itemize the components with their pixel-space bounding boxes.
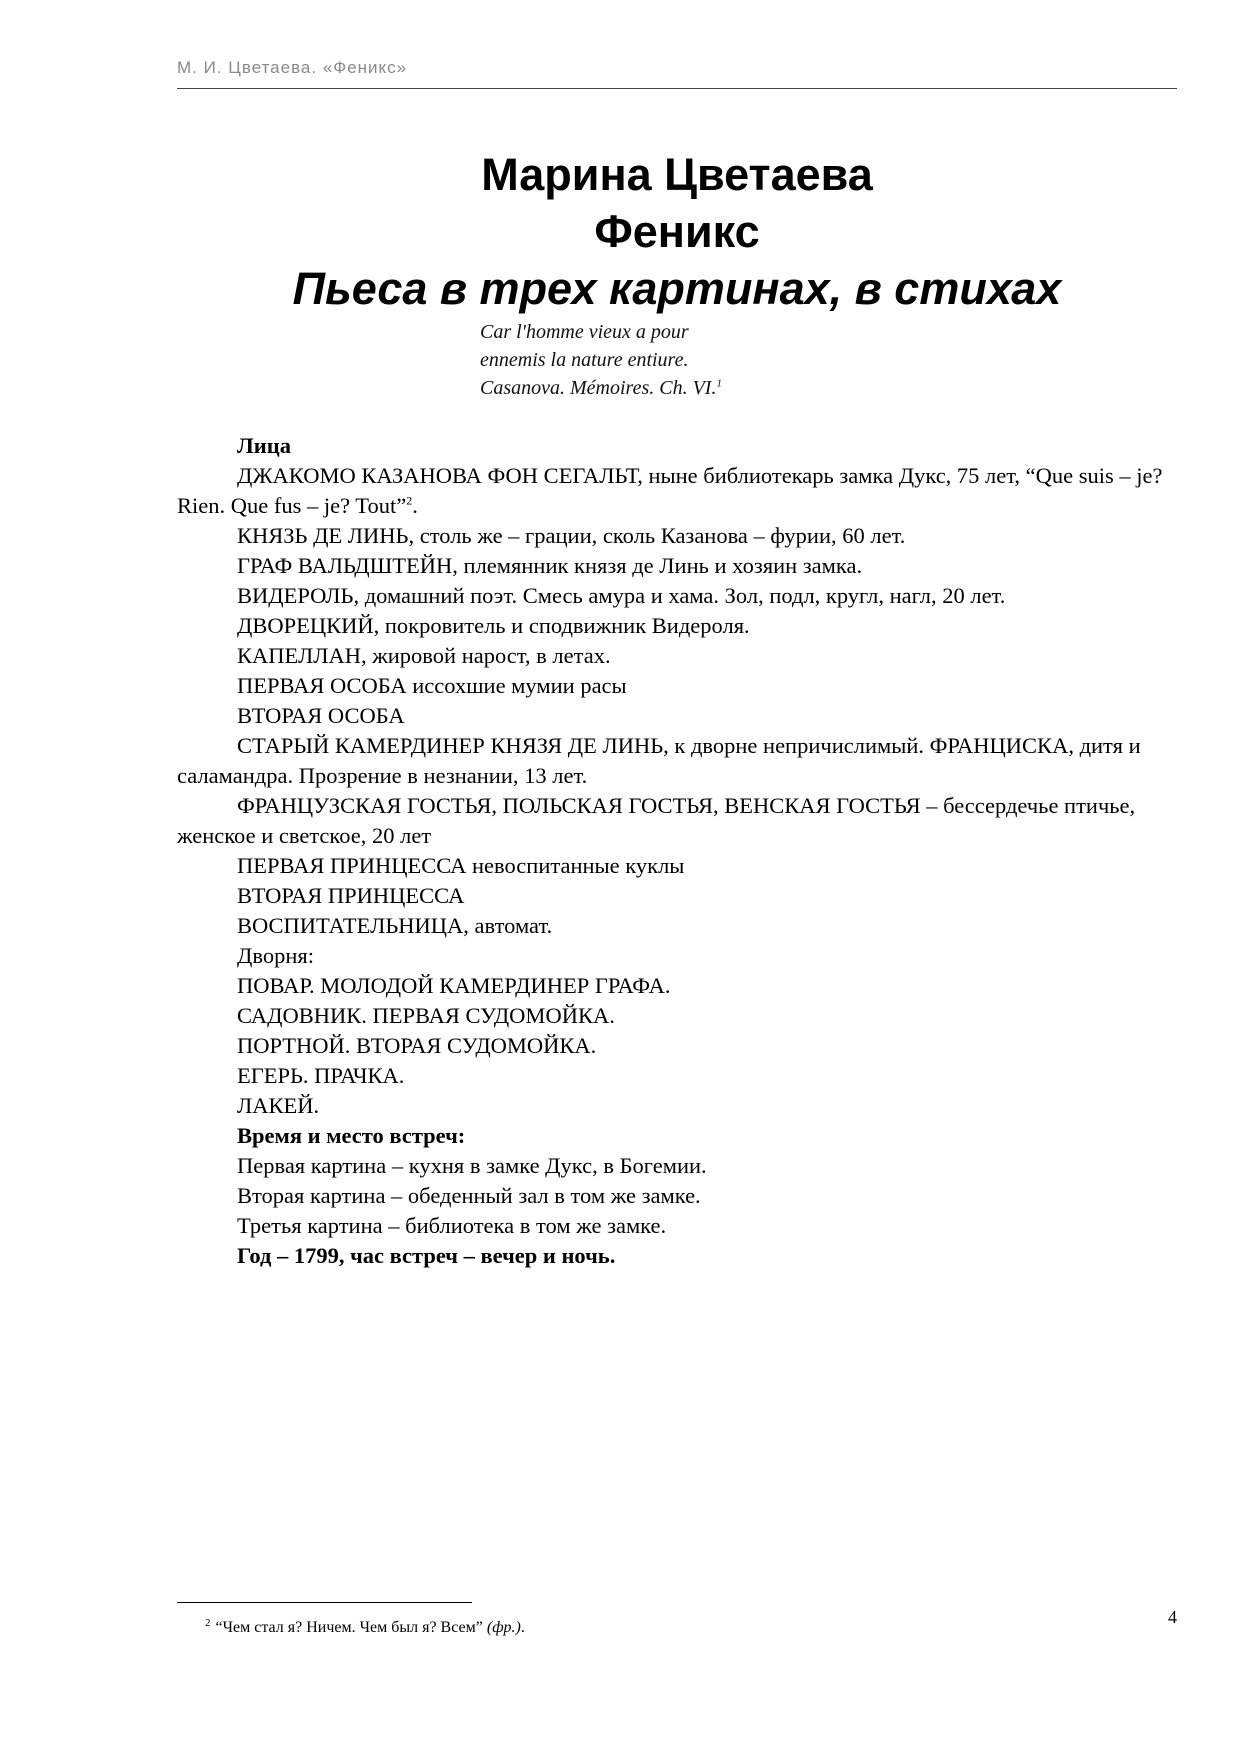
persona-casanova-end: . [412, 493, 418, 518]
servants-label: Дворня: [237, 943, 314, 968]
footnote-2 [205, 1617, 525, 1639]
persona-cook: ПОВАР. МОЛОДОЙ КАМЕРДИНЕР ГРАФА. [237, 973, 671, 998]
persona-ligne: КНЯЗЬ ДЕ ЛИНЬ, столь же – грации, сколь Казанова – фурии, 60 лет. [237, 523, 906, 548]
work-title: Феникс [594, 206, 760, 257]
epigraph-line: ennemis la nature entiure. [480, 349, 689, 371]
footnote-number: 2 [205, 1616, 211, 1629]
author-title: Марина Цветаева [481, 149, 873, 200]
work-subtitle: Пьеса в трех картинах, в стихах [292, 263, 1062, 314]
dramatis-personae [177, 431, 1177, 1271]
scene-3: Третья картина – библиотека в том же замке. [237, 1213, 667, 1238]
epigraph-source-text: Casanova. Mémoires. Ch. VI. [480, 377, 717, 399]
persona-butler: ДВОРЕЦКИЙ, покровитель и сподвижник Видероля. [237, 613, 750, 638]
persona-waldstein: ГРАФ ВАЛЬДШТЕЙН, племянник князя де Линь и хозяин замка. [237, 553, 863, 578]
header-rule [177, 88, 1177, 89]
persona-first-person: ПЕРВАЯ ОСОБА иссохшие мумии расы [237, 673, 627, 698]
persona-huntsman: ЕГЕРЬ. ПРАЧКА. [237, 1063, 405, 1088]
footnote-text: “Чем стал я? Ничем. Чем был я? Всем” [215, 1619, 487, 1636]
scene-2: Вторая картина – обеденный зал в том же замке. [237, 1183, 701, 1208]
heading-persons: Лица [237, 433, 291, 458]
scene-1: Первая картина – кухня в замке Дукс, в Богемии. [237, 1153, 707, 1178]
persona-tailor: ПОРТНОЙ. ВТОРАЯ СУДОМОЙКА. [237, 1033, 597, 1058]
running-header: М. И. Цветаева. «Феникс» [177, 58, 408, 77]
page-number: 4 [1168, 1607, 1177, 1627]
persona-second-person: ВТОРАЯ ОСОБА [237, 703, 405, 728]
persona-gardener: САДОВНИК. ПЕРВАЯ СУДОМОЙКА. [237, 1003, 615, 1028]
persona-first-princess: ПЕРВАЯ ПРИНЦЕССА невоспитанные куклы [237, 853, 685, 878]
footnote-ref-2[interactable]: 2 [406, 493, 413, 508]
epigraph [480, 318, 722, 402]
heading-time-place: Время и место встреч: [237, 1123, 466, 1148]
persona-lackey: ЛАКЕЙ. [237, 1093, 320, 1118]
persona-chaplain: КАПЕЛЛАН, жировой нарост, в летах. [237, 643, 611, 668]
footnote-rule [177, 1602, 472, 1603]
persona-guests: ФРАНЦУЗСКАЯ ГОСТЬЯ, ПОЛЬСКАЯ ГОСТЬЯ, ВЕНСКАЯ ГОСТЬЯ – бессердечье птичье, женское и светское, 20 лет [177, 793, 1136, 848]
epigraph-line: Car l'homme vieux a pour [480, 321, 689, 343]
title-block [177, 146, 1177, 317]
footnote-ref-1[interactable]: 1 [716, 377, 722, 390]
persona-governess: ВОСПИТАТЕЛЬНИЦА, автомат. [237, 913, 553, 938]
persona-second-princess: ВТОРАЯ ПРИНЦЕССА [237, 883, 465, 908]
year-line: Год – 1799, час встреч – вечер и ночь. [237, 1243, 616, 1268]
persona-viderol: ВИДЕРОЛЬ, домашний поэт. Смесь амура и хама. Зол, подл, кругл, нагл, 20 лет. [237, 583, 1006, 608]
persona-old-valet: СТАРЫЙ КАМЕРДИНЕР КНЯЗЯ ДЕ ЛИНЬ, к дворне непричислимый. ФРАНЦИСКА, дитя и саламандра. Прозрение в незнании, 13 лет. [177, 733, 1141, 788]
persona-casanova [177, 461, 1177, 521]
footnote-end: . [520, 1619, 525, 1636]
footnote-lang: (фр.) [486, 1619, 521, 1636]
persona-casanova-text: ДЖАКОМО КАЗАНОВА ФОН СЕГАЛЬТ, ныне библиотекарь замка Дукс, 75 лет, “Que suis – je? Rien. Que fus – je? Tout” [177, 463, 1163, 518]
epigraph-source [480, 374, 722, 402]
